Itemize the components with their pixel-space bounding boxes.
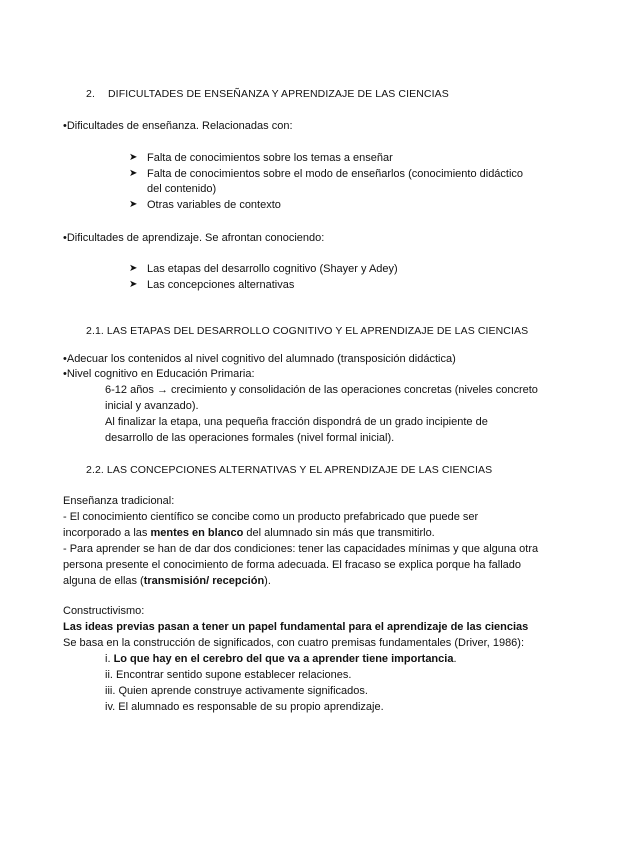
section-2-1-title: 2.1. LAS ETAPAS DEL DESARROLLO COGNITIVO Y EL APRENDIZAJE DE LAS CIENCIAS [86, 325, 529, 337]
section-2-title: DIFICULTADES DE ENSEÑANZA Y APRENDIZAJE DE LAS CIENCIAS [108, 88, 449, 100]
premise-item [105, 651, 457, 667]
arrow-bullet-icon: ➤ [129, 152, 138, 163]
arrow-bullet-icon: ➤ [129, 279, 138, 290]
text-line: - Para aprender se han de dar dos condiciones: tener las capacidades mínimas y que alguna otra [63, 543, 539, 555]
teaching-difficulties-text: Dificultades de enseñanza. Relacionadas con: [66, 120, 293, 132]
premise-item: ii. Encontrar sentido supone establecer relaciones. [105, 669, 352, 681]
list-item: Otras variables de contexto [147, 199, 281, 211]
section-2-heading [86, 86, 449, 102]
constructivism-label: Constructivismo: [63, 605, 145, 617]
list-item: Falta de conocimientos sobre los temas a enseñar [147, 152, 393, 164]
text-line: persona presente el conocimiento de forma adecuada. El fracaso se explica porque ha fallado [63, 559, 522, 571]
bold-text: transmisión/ recepción [143, 575, 265, 587]
list-item: Falta de conocimientos sobre el modo de enseñarlos (conocimiento didáctico [147, 168, 524, 180]
arrow-bullet-icon: ➤ [129, 199, 138, 210]
section-2-2-title: 2.2. LAS CONCEPCIONES ALTERNATIVAS Y EL APRENDIZAJE DE LAS CIENCIAS [86, 464, 493, 476]
text-span: alguna de ellas ( [63, 575, 144, 587]
text-span: del alumnado sin más que transmitirlo. [243, 527, 435, 539]
list-item: Las etapas del desarrollo cognitivo (Shayer y Adey) [147, 263, 398, 275]
text-line: inicial y avanzado). [105, 400, 199, 412]
text-span: . [453, 653, 457, 665]
text-line: 6-12 años → crecimiento y consolidación de las operaciones concretas (niveles concreto [105, 384, 538, 396]
arrow-bullet-icon: ➤ [129, 263, 138, 274]
premise-item: iv. El alumnado es responsable de su propio aprendizaje. [105, 701, 384, 713]
premise-item: iii. Quien aprende construye activamente significados. [105, 685, 368, 697]
text-span: ). [264, 575, 271, 587]
traditional-label: Enseñanza tradicional: [63, 495, 175, 507]
text-line: Al finalizar la etapa, una pequeña fracción dispondrá de un grado incipiente de [105, 416, 488, 428]
bullet: • [63, 232, 67, 244]
section-2-number: 2. [86, 88, 95, 100]
text-line: - El conocimiento científico se concibe como un producto prefabricado que puede ser [63, 511, 479, 523]
bold-text: mentes en blanco [150, 527, 244, 539]
teaching-difficulties-line [63, 118, 293, 134]
bullet: • [63, 120, 67, 132]
learning-difficulties-text: Dificultades de aprendizaje. Se afrontan conociendo: [66, 232, 325, 244]
bullet-line: •Adecuar los contenidos al nivel cognitivo del alumnado (transposición didáctica) [63, 353, 456, 365]
text-span: incorporado a las [63, 527, 151, 539]
bullet-line: •Nivel cognitivo en Educación Primaria: [63, 368, 255, 380]
text-line [63, 525, 435, 541]
bold-text: Las ideas previas pasan a tener un papel fundamental para el aprendizaje de las ciencias [63, 621, 529, 633]
text-line: desarrollo de las operaciones formales (nivel formal inicial). [105, 432, 395, 444]
text-line: Se basa en la construcción de significados, con cuatro premisas fundamentales (Driver, 1986): [63, 637, 525, 649]
learning-difficulties-line [63, 230, 324, 246]
bold-statement [63, 619, 528, 635]
list-item: Las concepciones alternativas [147, 279, 295, 291]
bold-text: Lo que hay en el cerebro del que va a aprender tiene importancia [113, 653, 454, 665]
premise-number: i. [105, 653, 114, 665]
arrow-bullet-icon: ➤ [129, 168, 138, 179]
text-line [63, 573, 271, 589]
list-item-continuation: del contenido) [147, 183, 217, 195]
